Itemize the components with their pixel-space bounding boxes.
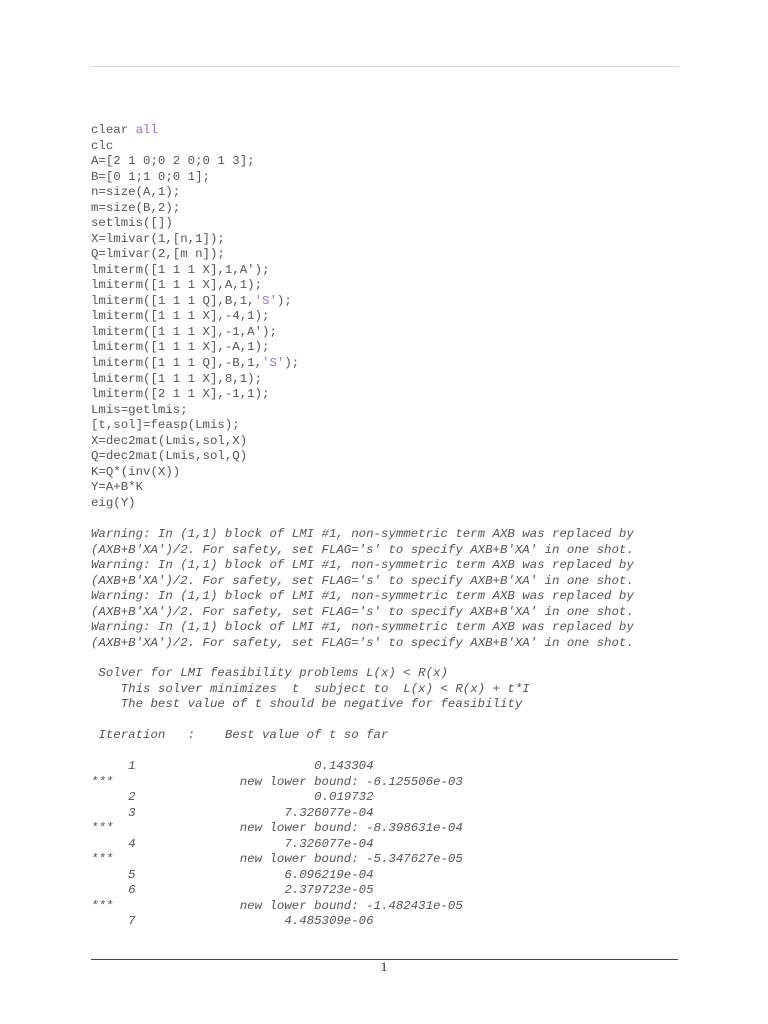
code-text: Lmis=getlmis; — [91, 402, 188, 417]
code-line — [91, 294, 299, 310]
code-text: lmiterm([1 1 1 X],-4,1); — [91, 309, 270, 324]
code-line — [91, 185, 299, 201]
code-text: K=Q*(inv(X)) — [91, 464, 181, 479]
code-text: X=lmivar(1,[n,1]); — [91, 231, 225, 246]
iteration-header: Iteration : Best value of t so far — [91, 728, 389, 742]
code-text: clc — [91, 138, 114, 153]
iteration-row: 6 2.379723e-05 — [91, 883, 374, 898]
code-line — [91, 465, 299, 481]
iteration-row: 4 7.326077e-04 — [91, 836, 374, 851]
code-text: clear — [91, 123, 136, 137]
code-text: lmiterm([1 1 1 Q],B,1, — [91, 293, 255, 308]
iteration-row: 5 6.096219e-04 — [91, 867, 374, 882]
solver-output — [91, 666, 530, 713]
code-text: B=[0 1;1 0;0 1]; — [91, 169, 210, 184]
iteration-row: 7 4.485309e-06 — [91, 914, 374, 929]
iteration-table — [91, 759, 463, 930]
code-text: lmiterm([1 1 1 X],-1,A'); — [91, 324, 277, 339]
code-keyword: 'S' — [254, 293, 277, 308]
code-text: m=size(B,2); — [91, 200, 181, 215]
code-text: Y=A+B*K — [91, 480, 144, 495]
iteration-row: *** new lower bound: -8.398631e-04 — [91, 821, 463, 836]
code-text: lmiterm([1 1 1 X],1,A'); — [91, 262, 270, 277]
code-line — [91, 480, 299, 496]
code-text: ); — [284, 355, 300, 370]
code-line — [91, 418, 299, 434]
code-line — [91, 232, 299, 248]
matlab-code-block — [91, 123, 299, 511]
code-text: A=[2 1 0;0 2 0;0 1 3]; — [91, 154, 255, 169]
code-text: X=dec2mat(Lmis,sol,X) — [91, 433, 248, 448]
solver-line: This solver minimizes t subject to L(x) < R(x) + t*I — [91, 681, 530, 696]
code-line — [91, 356, 299, 372]
code-line — [91, 403, 299, 419]
code-line — [91, 325, 299, 341]
warning-line: Warning: In (1,1) block of LMI #1, non-symmetric term AXB was replaced by — [91, 589, 634, 604]
code-text: setlmis([]) — [91, 216, 173, 231]
solver-line: The best value of t should be negative for feasibility — [91, 697, 523, 712]
warning-line: (AXB+B'XA')/2. For safety, set FLAG='s' to specify AXB+B'XA' in one shot. — [91, 604, 634, 619]
iteration-row: *** new lower bound: -5.347627e-05 — [91, 852, 463, 867]
page-number: 1 — [380, 959, 388, 974]
code-line — [91, 216, 299, 232]
warning-line: (AXB+B'XA')/2. For safety, set FLAG='s' to specify AXB+B'XA' in one shot. — [91, 573, 634, 588]
code-line — [91, 170, 299, 186]
code-line — [91, 372, 299, 388]
code-line — [91, 139, 299, 155]
warning-output — [91, 527, 634, 651]
code-text: Q=dec2mat(Lmis,sol,Q) — [91, 449, 248, 464]
code-text: [t,sol]=feasp(Lmis); — [91, 418, 240, 433]
iteration-row: 3 7.326077e-04 — [91, 805, 374, 820]
code-line — [91, 123, 299, 139]
iteration-row: 1 0.143304 — [91, 759, 374, 773]
code-keyword: 'S' — [262, 355, 285, 370]
code-line — [91, 449, 299, 465]
code-line — [91, 263, 299, 279]
code-line — [91, 387, 299, 403]
warning-line: Warning: In (1,1) block of LMI #1, non-symmetric term AXB was replaced by — [91, 527, 634, 541]
code-text: lmiterm([1 1 1 Q],-B,1, — [91, 355, 263, 370]
top-rule — [91, 66, 678, 67]
code-line — [91, 154, 299, 170]
code-keyword: all — [135, 123, 158, 137]
code-line — [91, 496, 299, 512]
iteration-row: 2 0.019732 — [91, 790, 374, 805]
code-text: lmiterm([1 1 1 X],A,1); — [91, 278, 263, 293]
code-text: Q=lmivar(2,[m n]); — [91, 247, 225, 262]
iteration-row: *** new lower bound: -1.482431e-05 — [91, 898, 463, 913]
code-line — [91, 278, 299, 294]
code-line — [91, 434, 299, 450]
code-line — [91, 247, 299, 263]
code-line — [91, 201, 299, 217]
warning-line: (AXB+B'XA')/2. For safety, set FLAG='s' to specify AXB+B'XA' in one shot. — [91, 542, 634, 557]
code-text: ); — [276, 293, 292, 308]
warning-line: (AXB+B'XA')/2. For safety, set FLAG='s' to specify AXB+B'XA' in one shot. — [91, 635, 634, 650]
iteration-row: *** new lower bound: -6.125506e-03 — [91, 774, 463, 789]
solver-line: Solver for LMI feasibility problems L(x) < R(x) — [91, 666, 448, 680]
warning-line: Warning: In (1,1) block of LMI #1, non-symmetric term AXB was replaced by — [91, 558, 634, 573]
code-line — [91, 340, 299, 356]
warning-line: Warning: In (1,1) block of LMI #1, non-symmetric term AXB was replaced by — [91, 620, 634, 635]
code-text: lmiterm([2 1 1 X],-1,1); — [91, 387, 270, 402]
code-text: n=size(A,1); — [91, 185, 181, 200]
code-text: eig(Y) — [91, 495, 136, 510]
code-line — [91, 309, 299, 325]
code-text: lmiterm([1 1 1 X],-A,1); — [91, 340, 270, 355]
code-text: lmiterm([1 1 1 X],8,1); — [91, 371, 263, 386]
